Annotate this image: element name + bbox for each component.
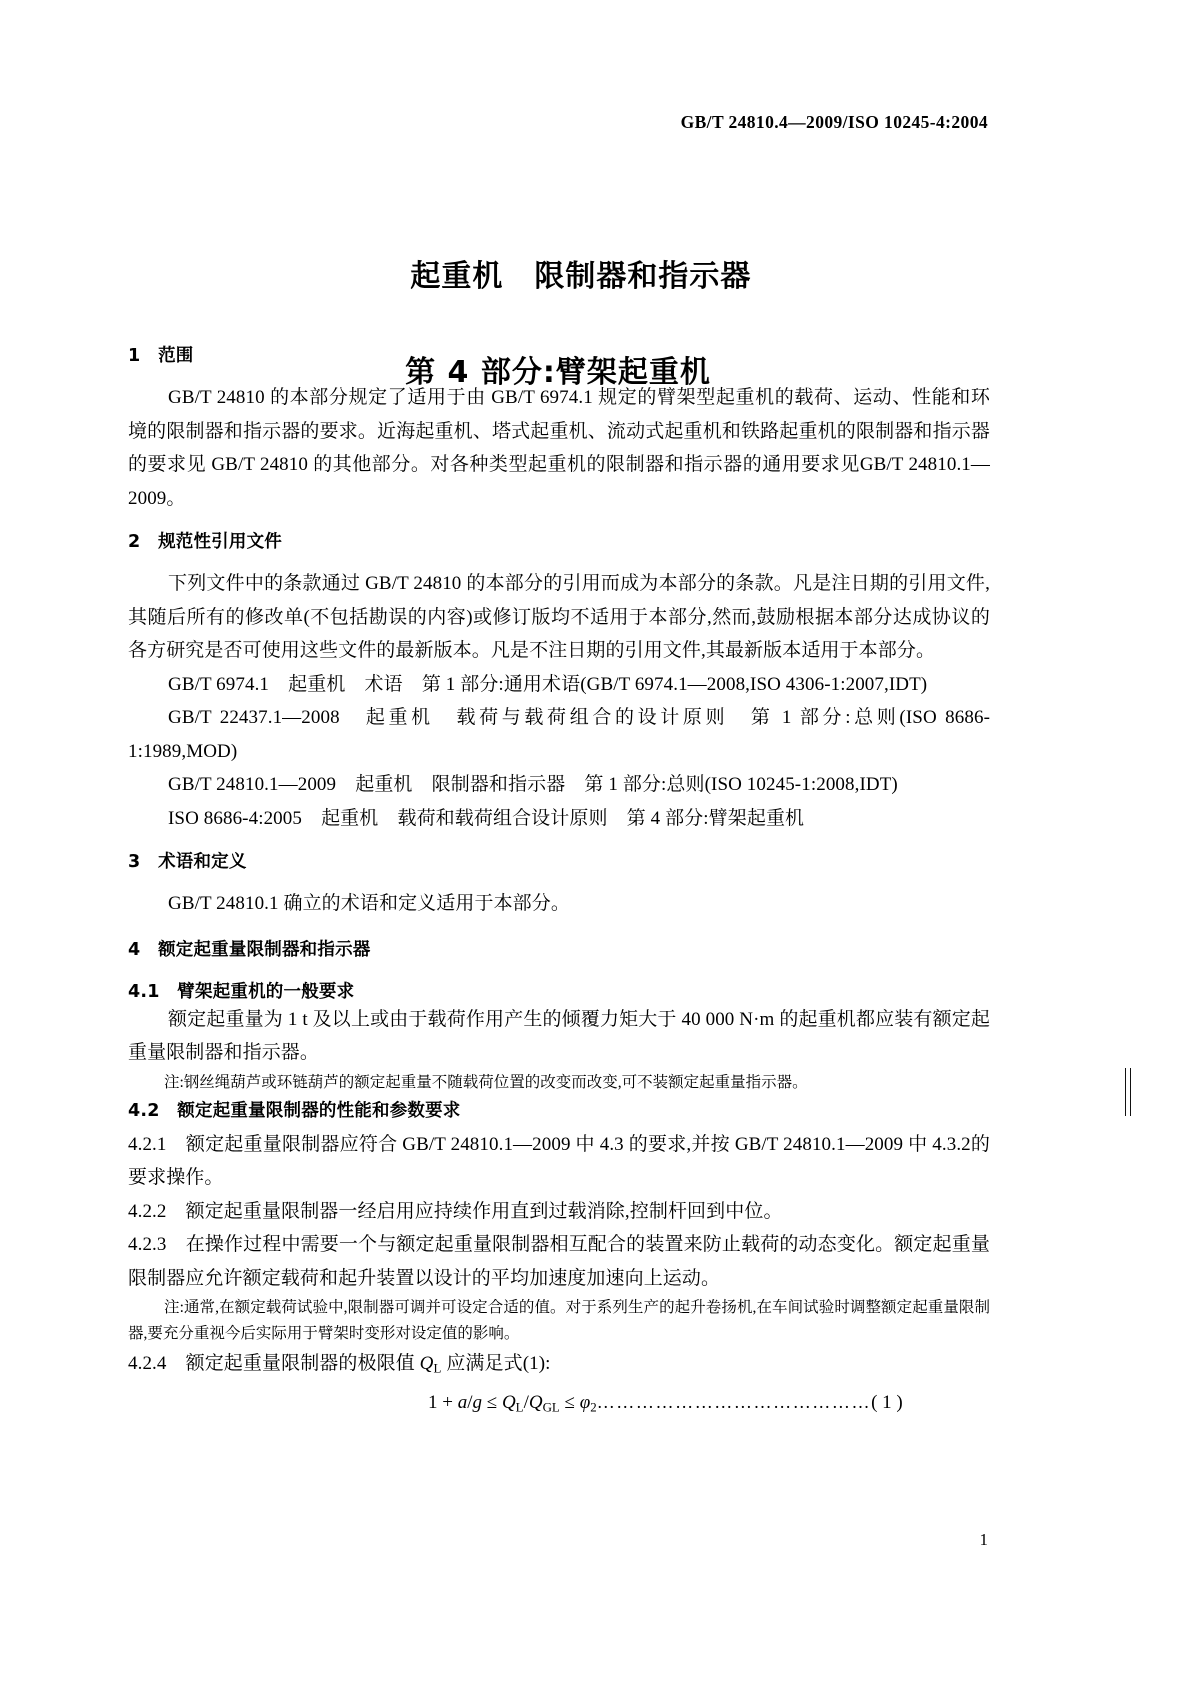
spacer — [128, 367, 990, 381]
spacer — [128, 921, 990, 939]
change-bar — [1125, 1068, 1126, 1116]
formula-line — [128, 1385, 990, 1425]
clause-4-2-4-paragraph — [128, 1347, 990, 1385]
clause-4-heading: 4 额定起重量限制器和指示器 — [128, 939, 371, 960]
clause-2-heading: 2 规范性引用文件 — [128, 532, 282, 552]
clause-4-1-paragraph: 额定起重量为 1 t 及以上或由于载荷作用产生的倾覆力矩大于 40 000 N·m 的起重机都应装有额定起重量限制器和指示器。 — [128, 1008, 990, 1063]
clause-4-2-2-paragraph: 4.2.2 额定起重量限制器一经启用应持续作用直到过载消除,控制杆回到中位。 — [128, 1200, 783, 1222]
reference-item: GB/T 22437.1—2008 起重机 载荷与载荷组合的设计原则 第 1 部分:总则(ISO 8686-1:1989,MOD) — [128, 707, 990, 762]
spacer — [128, 553, 990, 567]
page-number: 1 — [979, 1530, 988, 1549]
clause-4-1-heading: 4.1 臂架起重机的一般要求 — [128, 981, 355, 1002]
running-header: GB/T 24810.4—2009/ISO 10245-4:2004 — [680, 112, 988, 132]
title-line-2: 第 4 部分:臂架起重机 — [405, 355, 711, 390]
clause-3-paragraph: GB/T 24810.1 确立的术语和定义适用于本部分。 — [168, 893, 570, 914]
title-line-1: 起重机 限制器和指示器 — [410, 259, 752, 294]
clause-4-2-1-paragraph: 4.2.1 额定起重量限制器应符合 GB/T 24810.1—2009 中 4.3 的要求,并按 GB/T 24810.1—2009 中 4.3.2的要求操作。 — [128, 1133, 990, 1188]
change-bar — [1130, 1068, 1131, 1116]
clause-4-2-3-note: 注:通常,在额定载荷试验中,限制器可调并可设定合适的值。对于系列生产的起升卷扬机,在车间试验时调整额定起重量限制器,要充分重视今后实际用于臂架时变形对设定值的影响。 — [128, 1299, 990, 1342]
clause-1-heading: 1 范围 — [128, 346, 194, 366]
spacer — [128, 961, 990, 981]
formula-number: ( 1 ) — [871, 1392, 903, 1414]
formula-leader-dots: …………………………………… — [596, 1392, 872, 1413]
clause-4-2-3-paragraph: 4.2.3 在操作过程中需要一个与额定起重量限制器相互配合的装置来防止载荷的动态变化。额定起重量限制器应允许额定载荷和起升装置以设计的平均加速度加速向上运动。 — [128, 1234, 990, 1289]
clause-1-paragraph: GB/T 24810 的本部分规定了适用于由 GB/T 6974.1 规定的臂架型起重机的载荷、运动、性能和环境的限制器和指示器的要求。近海起重机、塔式起重机、流动式起重机和铁路起重机的限制器和指示器的要求见 GB/T 24810 的其他部分。对各种类型起重机的限制器和指示器的通用要求见GB/T 24810.1—2009。 — [128, 387, 990, 509]
spacer — [128, 835, 990, 851]
reference-item: GB/T 24810.1—2009 起重机 限制器和指示器 第 1 部分:总则(ISO 10245-1:2008,IDT) — [168, 774, 898, 795]
clause-4-2-4-lead: 4.2.4 额定起重量限制器的极限值 $Q_L$ 应满足式(1): — [128, 1353, 551, 1376]
document-body — [128, 345, 990, 1425]
clause-3-heading: 3 术语和定义 — [128, 852, 247, 872]
reference-item: GB/T 6974.1 起重机 术语 第 1 部分:通用术语(GB/T 6974.1—2008,ISO 4306-1:2007,IDT) — [168, 673, 928, 695]
clause-4-1-note: 注:钢丝绳葫芦或环链葫芦的额定起重量不随载荷位置的改变而改变,可不装额定起重量指示器。 — [164, 1073, 808, 1091]
spacer — [128, 515, 990, 531]
clause-2-paragraph: 下列文件中的条款通过 GB/T 24810 的本部分的引用而成为本部分的条款。凡是注日期的引用文件,其随后所有的修改单(不包括勘误的内容)或修订版均不适用于本部分,然而,鼓励根据本部分达成协议的各方研究是否可使用这些文件的最新版本。凡是不注日期的引用文件,其最新版本适用于本部分。 — [128, 573, 990, 661]
spacer — [128, 873, 990, 887]
reference-item: ISO 8686-4:2005 起重机 载荷和载荷组合设计原则 第 4 部分:臂架起重机 — [168, 807, 805, 829]
formula-expression: $1 + a/g \le Q_L/Q_{GL} \le \varphi_2$ — [428, 1392, 597, 1415]
clause-4-2-heading: 4.2 额定起重量限制器的性能和参数要求 — [128, 1100, 461, 1121]
